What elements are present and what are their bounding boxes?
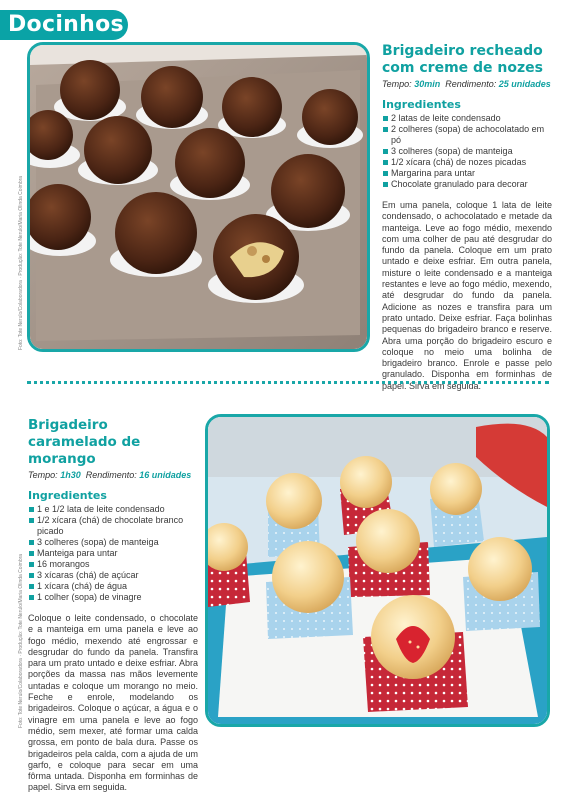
recipe-1-meta: Tempo: 30min Rendimento: 25 unidades <box>382 79 551 89</box>
recipe-1-title: Brigadeiro recheado com creme de nozes <box>382 43 543 76</box>
instructions-2: Coloque o leite condensado, o chocolate e a manteiga em uma panela e leve ao fogo médio, mexendo até engrossar e desgrudar do fundo da panela. Transfira para um prato untado e deixe esfriar. Abra porções da massa nas mãos levemente untadas e coloque um morango no meio. Feche e enrole, modelando os brigadeiros. Coloque o açúcar, a água e o vinagre em uma panela e leve ao fogo médio, sem mexer, até formar uma calda grossa, em ponto de bala dura. Passe os brigadeiros pela calda, com a ajuda de um garfo, e coloque para secar em uma fôrma untada. Disponha em forminhas de papel. Sirva em seguida. <box>28 613 198 793</box>
recipe-2 <box>28 417 198 794</box>
list-item: 1 colher (sopa) de vinagre <box>28 592 198 603</box>
list-item: 2 colheres (sopa) de achocolatado em pó <box>382 124 552 146</box>
ingredients-list-1 <box>382 113 552 190</box>
recipe-2-meta: Tempo: 1h30 Rendimento: 16 unidades <box>28 470 192 480</box>
list-item: Margarina para untar <box>382 168 552 179</box>
section-title: Docinhos <box>8 12 124 37</box>
section-tab <box>0 10 128 40</box>
list-item: 1 xícara (chá) de água <box>28 581 198 592</box>
recipe-1 <box>382 43 552 392</box>
instructions-1: Em uma panela, coloque 1 lata de leite condensado, o achocolatado e metade da manteiga. Leve ao fogo médio, mexendo com uma colher de pau até desgrudar do fundo da panela. Coloque em um prato untado e deixe esfriar. Em outra panela, misture o leite condensado e a manteiga restantes e leve ao fogo médio, mexendo, até desgrudar do fundo da panela. Adicione as nozes e transfira para um prato untado. Deixe esfriar. Faça bolinhas pequenas do brigadeiro branco e reserve. Abra uma porção do brigadeiro escuro e coloque no meio uma bolinha de brigadeiro branco. Enrole e passe pelo granulado. Disponha em forminhas de papel. Sirva em seguida. <box>382 200 552 391</box>
section-divider <box>27 381 549 384</box>
list-item: 3 colheres (sopa) de manteiga <box>28 537 198 548</box>
ingredients-heading-1: Ingredientes <box>382 98 461 111</box>
list-item: 2 latas de leite condensado <box>382 113 552 124</box>
list-item: Chocolate granulado para decorar <box>382 179 552 190</box>
photo-credit-1: Foto: Tote Nerulo/Colaboradora · Produção: Tote Nerulo/Maria Olinda Coimbra <box>18 175 24 350</box>
list-item: 3 colheres (sopa) de manteiga <box>382 146 552 157</box>
list-item: 1 e 1/2 lata de leite condensado <box>28 504 198 515</box>
caramel-brigadeiro-photo <box>205 414 550 727</box>
list-item: 1/2 xícara (chá) de nozes picadas <box>382 157 552 168</box>
list-item: 1/2 xícara (chá) de chocolate branco picado <box>28 515 198 537</box>
recipe-2-title: Brigadeiro caramelado de morango <box>28 417 141 467</box>
brigadeiro-photo <box>27 42 370 352</box>
ingredients-heading-2: Ingredientes <box>28 489 107 502</box>
ingredients-list-2 <box>28 504 198 603</box>
list-item: Manteiga para untar <box>28 548 198 559</box>
list-item: 3 xícaras (chá) de açúcar <box>28 570 198 581</box>
photo-credit-2: Foto: Tote Nerulo/Colaboradora · Produção: Tote Nerulo/Maria Olinda Coimbra <box>18 553 24 728</box>
list-item: 16 morangos <box>28 559 198 570</box>
